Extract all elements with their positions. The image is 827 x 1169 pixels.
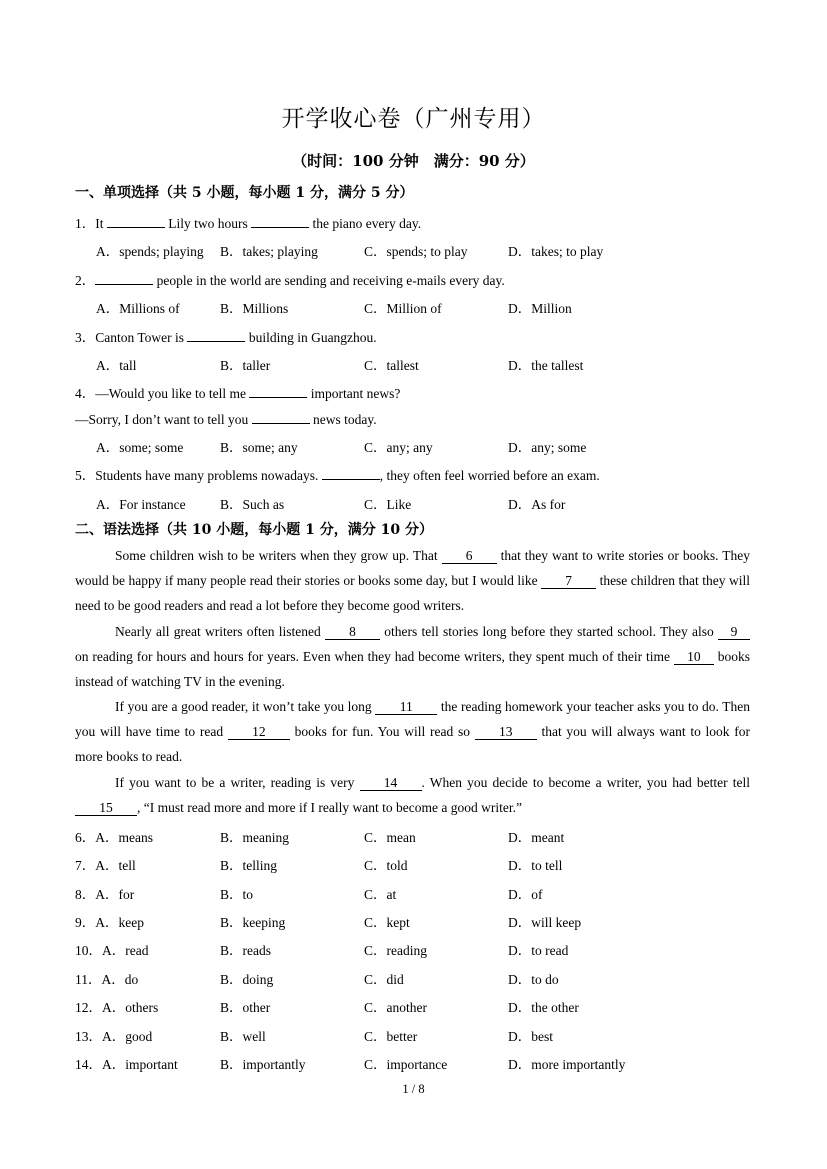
passage-paragraph-4: If you want to be a writer, reading is very 14 . When you decide to become a writer, you had better tell 15 , “I must read more and more if I really want to become a good writer.” bbox=[75, 770, 750, 820]
option-a: A．spends; playing bbox=[96, 244, 204, 259]
q3-options bbox=[96, 354, 796, 372]
option-d: D．the tallest bbox=[508, 358, 584, 373]
passage-paragraph-3: If you are a good reader, it won’t take you long 11 the reading homework your teacher asks you to do. Then you will have time to read 12 books for fun. You will read so 13 that you will always want to look for more books to read. bbox=[75, 699, 751, 764]
answer-row: 14．A．important B．importantly C．importance D．more importantly bbox=[75, 1057, 626, 1072]
answer-row: 10．A．read B．reads C．reading D．to read bbox=[75, 943, 569, 958]
option-c: C．any; any bbox=[364, 440, 433, 455]
answer-row: 9．A．keep B．keeping C．kept D．will keep bbox=[75, 915, 582, 930]
passage-paragraph-1: Some children wish to be writers when they grow up. That 6 that they want to write stories or books. They would be happy if many people read their stories or books some day, but I would like 7 these children that they will need to be good readers and read a lot before they become good writers. bbox=[75, 548, 750, 613]
q4-options bbox=[96, 436, 796, 454]
q4-stem-reply: —Sorry, I don’t want to tell you news today. bbox=[75, 412, 377, 427]
option-b: B．some; any bbox=[220, 440, 298, 455]
option-a: A．some; some bbox=[96, 440, 184, 455]
blank-15: 15 bbox=[75, 800, 137, 816]
blank-8: 8 bbox=[325, 624, 380, 640]
q2-stem: 2． people in the world are sending and receiving e-mails every day. bbox=[75, 273, 505, 288]
answer-row: 11．A．do B．doing C．did D．to do bbox=[75, 972, 559, 987]
q2-options bbox=[96, 297, 796, 315]
exam-info: （时间：100 分钟 满分：90 分） bbox=[292, 152, 535, 170]
passage-paragraph-2: Nearly all great writers often listened 8 others tell stories long before they started school. They also 9 on reading for hours and hours for years. Even when they had become writers, they spent much of their time 10 books instead of watching TV in the evening. bbox=[75, 624, 751, 689]
option-c: C．tallest bbox=[364, 358, 419, 373]
q4-stem: 4．—Would you like to tell me important news? bbox=[75, 386, 401, 401]
section1-heading: 一、单项选择（共 5 小题，每小题 1 分，满分 5 分） bbox=[75, 185, 414, 201]
option-b: B．taller bbox=[220, 358, 271, 373]
page-number: 1 / 8 bbox=[402, 1082, 425, 1096]
page-title: 开学收心卷（广州专用） bbox=[281, 106, 546, 132]
blank-7: 7 bbox=[541, 573, 596, 589]
blank-10: 10 bbox=[674, 649, 714, 665]
option-a: A．For instance bbox=[96, 497, 186, 512]
option-b: B．Such as bbox=[220, 497, 285, 512]
blank-14: 14 bbox=[360, 775, 422, 791]
blank-12: 12 bbox=[228, 724, 290, 740]
option-b: B．takes; playing bbox=[220, 244, 318, 259]
q5-options bbox=[96, 493, 796, 511]
answer-row: 6．A．means B．meaning C．mean D．meant bbox=[75, 830, 565, 845]
option-c: C．Like bbox=[364, 497, 412, 512]
blank-13: 13 bbox=[475, 724, 537, 740]
answer-row: 13．A．good B．well C．better D．best bbox=[75, 1029, 553, 1044]
blank-11: 11 bbox=[375, 699, 437, 715]
option-c: C．Million of bbox=[364, 301, 442, 316]
blank-9: 9 bbox=[718, 624, 750, 640]
option-d: D．any; some bbox=[508, 440, 587, 455]
option-d: D．As for bbox=[508, 497, 566, 512]
option-d: D．Million bbox=[508, 301, 572, 316]
answer-row: 8．A．for B．to C．at D．of bbox=[75, 887, 543, 902]
option-a: A．tall bbox=[96, 358, 137, 373]
option-a: A．Millions of bbox=[96, 301, 180, 316]
q1-options bbox=[96, 240, 796, 258]
q5-stem: 5．Students have many problems nowadays. , they often feel worried before an exam. bbox=[75, 468, 600, 483]
answer-row: 12．A．others B．other C．another D．the other bbox=[75, 1000, 579, 1015]
section2-heading: 二、语法选择（共 10 小题，每小题 1 分，满分 10 分） bbox=[75, 522, 433, 538]
option-d: D．takes; to play bbox=[508, 244, 604, 259]
q3-stem: 3．Canton Tower is building in Guangzhou. bbox=[75, 330, 377, 345]
blank-6: 6 bbox=[442, 548, 497, 564]
answer-row: 7．A．tell B．telling C．told D．to tell bbox=[75, 858, 563, 873]
option-b: B．Millions bbox=[220, 301, 289, 316]
q1-stem: 1．It Lily two hours the piano every day. bbox=[75, 216, 422, 231]
option-c: C．spends; to play bbox=[364, 244, 468, 259]
